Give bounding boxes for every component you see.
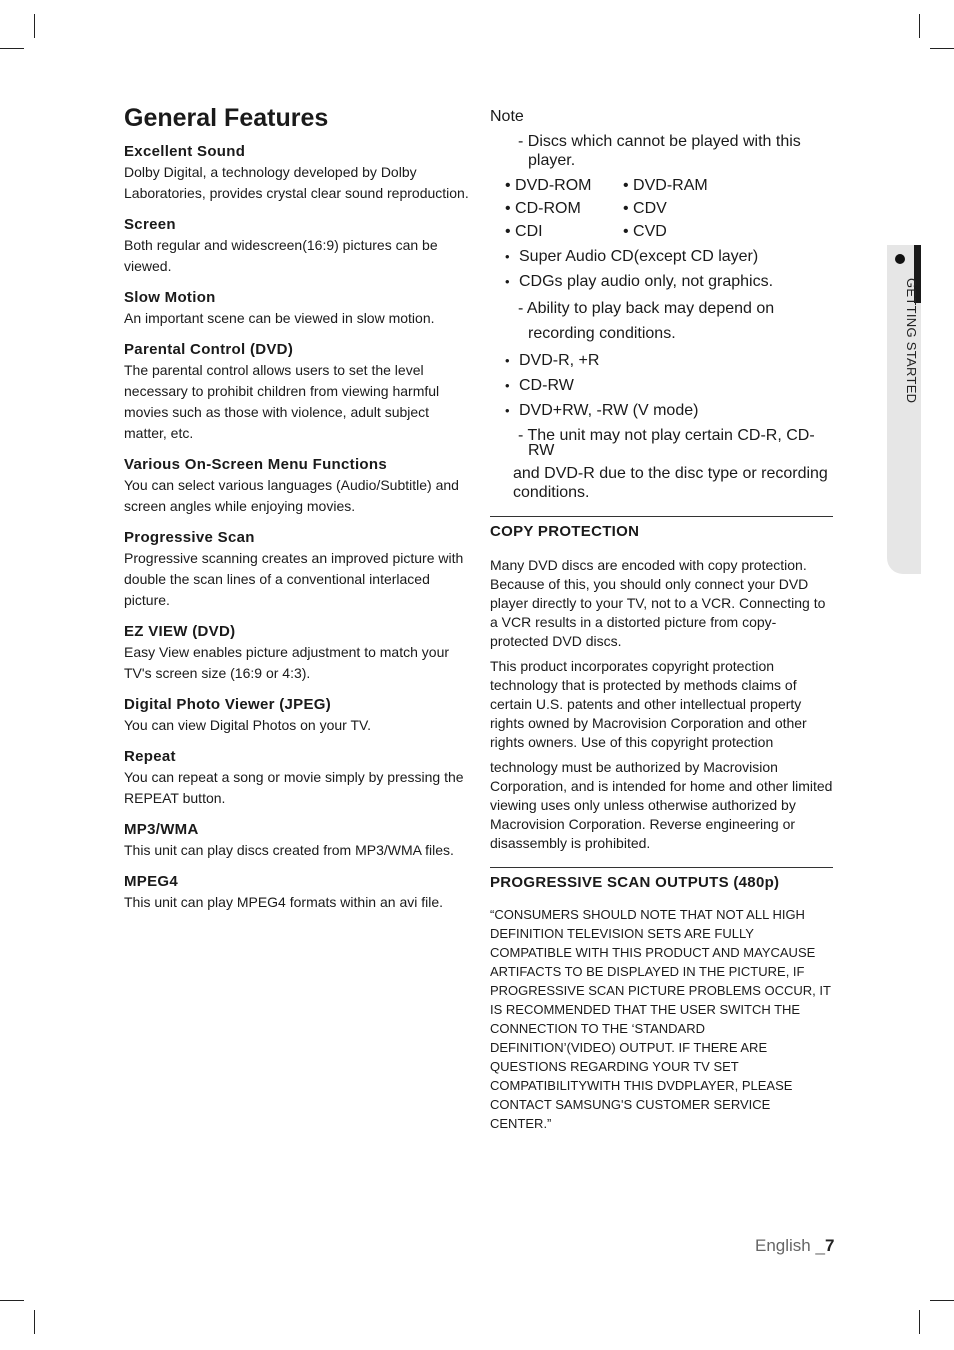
- crop-mark: [919, 14, 920, 38]
- feature-item: [124, 821, 469, 861]
- feature-title: Repeat: [124, 748, 176, 765]
- section-tab-label: GETTING STARTED: [904, 278, 919, 404]
- note-bullet: • CD-RW: [505, 375, 833, 397]
- feature-description: Both regular and widescreen(16:9) pictures can be viewed.: [124, 237, 438, 274]
- note-bullet: • CDGs play audio only, not graphics.: [505, 271, 833, 293]
- feature-item: [124, 873, 469, 913]
- features-column: [124, 104, 469, 925]
- disc-item: • CDV: [623, 200, 667, 217]
- feature-item: [124, 216, 469, 277]
- progressive-scan-notice: “CONSUMERS SHOULD NOTE THAT NOT ALL HIGH DEFINITION TELEVISION SETS ARE FULLY COMPATIBLE WITH THIS PRODUCT AND MAYCAUSE ARTIFACTS TO BE DISPLAYED IN THE PICTURE, IF PROGRESSIVE SCAN PICTURE PROBLEMS OCCUR, IT IS RECOMMENDED THAT THE USER SWITCH THE CONNECTION TO THE ‘STANDARD DEFINITION’(VIDEO) OUTPUT. IF THERE ARE QUESTIONS REGARDING YOUR TV SET COMPATIBILITYWITH THIS DVDPLAYER, PLEASE CONTACT SAMSUNG'S CUSTOMER SERVICE CENTER.”: [490, 907, 831, 1131]
- feature-item: [124, 529, 469, 611]
- feature-title: Excellent Sound: [124, 143, 246, 160]
- copy-protection-title: COPY PROTECTION: [490, 523, 640, 540]
- feature-item: [124, 341, 469, 444]
- disc-item: • CVD: [623, 223, 667, 240]
- feature-item: [124, 696, 469, 736]
- feature-title: Screen: [124, 216, 176, 233]
- feature-title: Progressive Scan: [124, 529, 255, 546]
- feature-title: EZ VIEW (DVD): [124, 623, 236, 640]
- feature-title: Parental Control (DVD): [124, 341, 294, 358]
- feature-item: [124, 623, 469, 684]
- copy-protection-paragraph: This product incorporates copyright protection technology that is protected by methods claims of certain U.S. patents and other intellectual property rights owned by Macrovision Corporation and other rights owners. Use of this copyright protection: [490, 658, 807, 750]
- feature-description: Easy View enables picture adjustment to match your TV's screen size (16:9 or 4:3).: [124, 644, 450, 681]
- section-divider: [490, 867, 833, 868]
- note-dash: - The unit may not play certain CD-R, CD-RW: [518, 427, 815, 459]
- disc-grid: [505, 174, 833, 243]
- feature-description: The parental control allows users to set the level necessary to prohibit children from viewing harmful movies such as those with violence, adult subject matter, etc.: [124, 362, 440, 441]
- feature-item: [124, 456, 469, 517]
- disc-item: • DVD-RAM: [623, 177, 708, 194]
- disc-item: • CD-ROM: [505, 200, 581, 217]
- feature-description: You can repeat a song or movie simply by pressing the REPEAT button.: [124, 769, 464, 806]
- progressive-scan-title: PROGRESSIVE SCAN OUTPUTS (480p): [490, 874, 780, 891]
- crop-mark: [0, 48, 24, 49]
- feature-description: You can view Digital Photos on your TV.: [124, 717, 371, 733]
- notes-column: [490, 108, 833, 1133]
- crop-mark: [930, 48, 954, 49]
- feature-title: MPEG4: [124, 873, 179, 890]
- page-number: 7: [824, 1236, 835, 1255]
- bullet-dot-icon: [895, 254, 905, 264]
- disc-item: • CDI: [505, 223, 543, 240]
- feature-title: Digital Photo Viewer (JPEG): [124, 696, 332, 713]
- disc-item: • DVD-ROM: [505, 177, 592, 194]
- feature-description: This unit can play discs created from MP3/WMA files.: [124, 842, 454, 858]
- page-footer: [755, 1236, 834, 1256]
- feature-description: Dolby Digital, a technology developed by Dolby Laboratories, provides crystal clear sound reproduction.: [124, 164, 469, 201]
- note-dash: - Ability to play back may depend on recording conditions.: [518, 300, 775, 342]
- note-bullet: • DVD+RW, -RW (V mode): [505, 400, 833, 422]
- copy-protection-paragraph: technology must be authorized by Macrovision Corporation, and is intended for home and other limited viewing uses only unless otherwise authorized by Macrovision Corporation. Reverse engineering or disassembly is prohibited.: [490, 759, 833, 851]
- feature-description: You can select various languages (Audio/Subtitle) and screen angles while enjoying movies.: [124, 477, 459, 514]
- crop-mark: [930, 1300, 954, 1301]
- note-label: Note: [490, 108, 524, 125]
- note-bullet: • DVD-R, +R: [505, 350, 833, 372]
- crop-mark: [0, 1300, 24, 1301]
- feature-item: [124, 748, 469, 809]
- feature-description: This unit can play MPEG4 formats within an avi file.: [124, 894, 444, 910]
- crop-mark: [919, 1310, 920, 1334]
- note-dash-continued: and DVD-R due to the disc type or recording conditions.: [513, 465, 828, 501]
- feature-description: Progressive scanning creates an improved picture with double the scan lines of a conventional interlaced picture.: [124, 550, 464, 608]
- footer-language: English _: [755, 1236, 825, 1255]
- feature-title: Various On-Screen Menu Functions: [124, 456, 387, 473]
- crop-mark: [34, 1310, 35, 1334]
- note-dash: - Discs which cannot be played with this player.: [518, 133, 801, 169]
- section-divider: [490, 516, 833, 517]
- copy-protection-paragraph: Many DVD discs are encoded with copy protection. Because of this, you should only connect your DVD player directly to your TV, not to a VCR. Connecting to a VCR results in a distorted picture from copy-protected DVD discs.: [490, 557, 826, 649]
- note-bullet: • Super Audio CD(except CD layer): [505, 246, 833, 268]
- feature-title: MP3/WMA: [124, 821, 199, 838]
- feature-description: An important scene can be viewed in slow motion.: [124, 310, 435, 326]
- page-title: General Features: [124, 104, 329, 132]
- feature-item: [124, 289, 469, 329]
- crop-mark: [34, 14, 35, 38]
- feature-title: Slow Motion: [124, 289, 216, 306]
- feature-item: [124, 143, 469, 204]
